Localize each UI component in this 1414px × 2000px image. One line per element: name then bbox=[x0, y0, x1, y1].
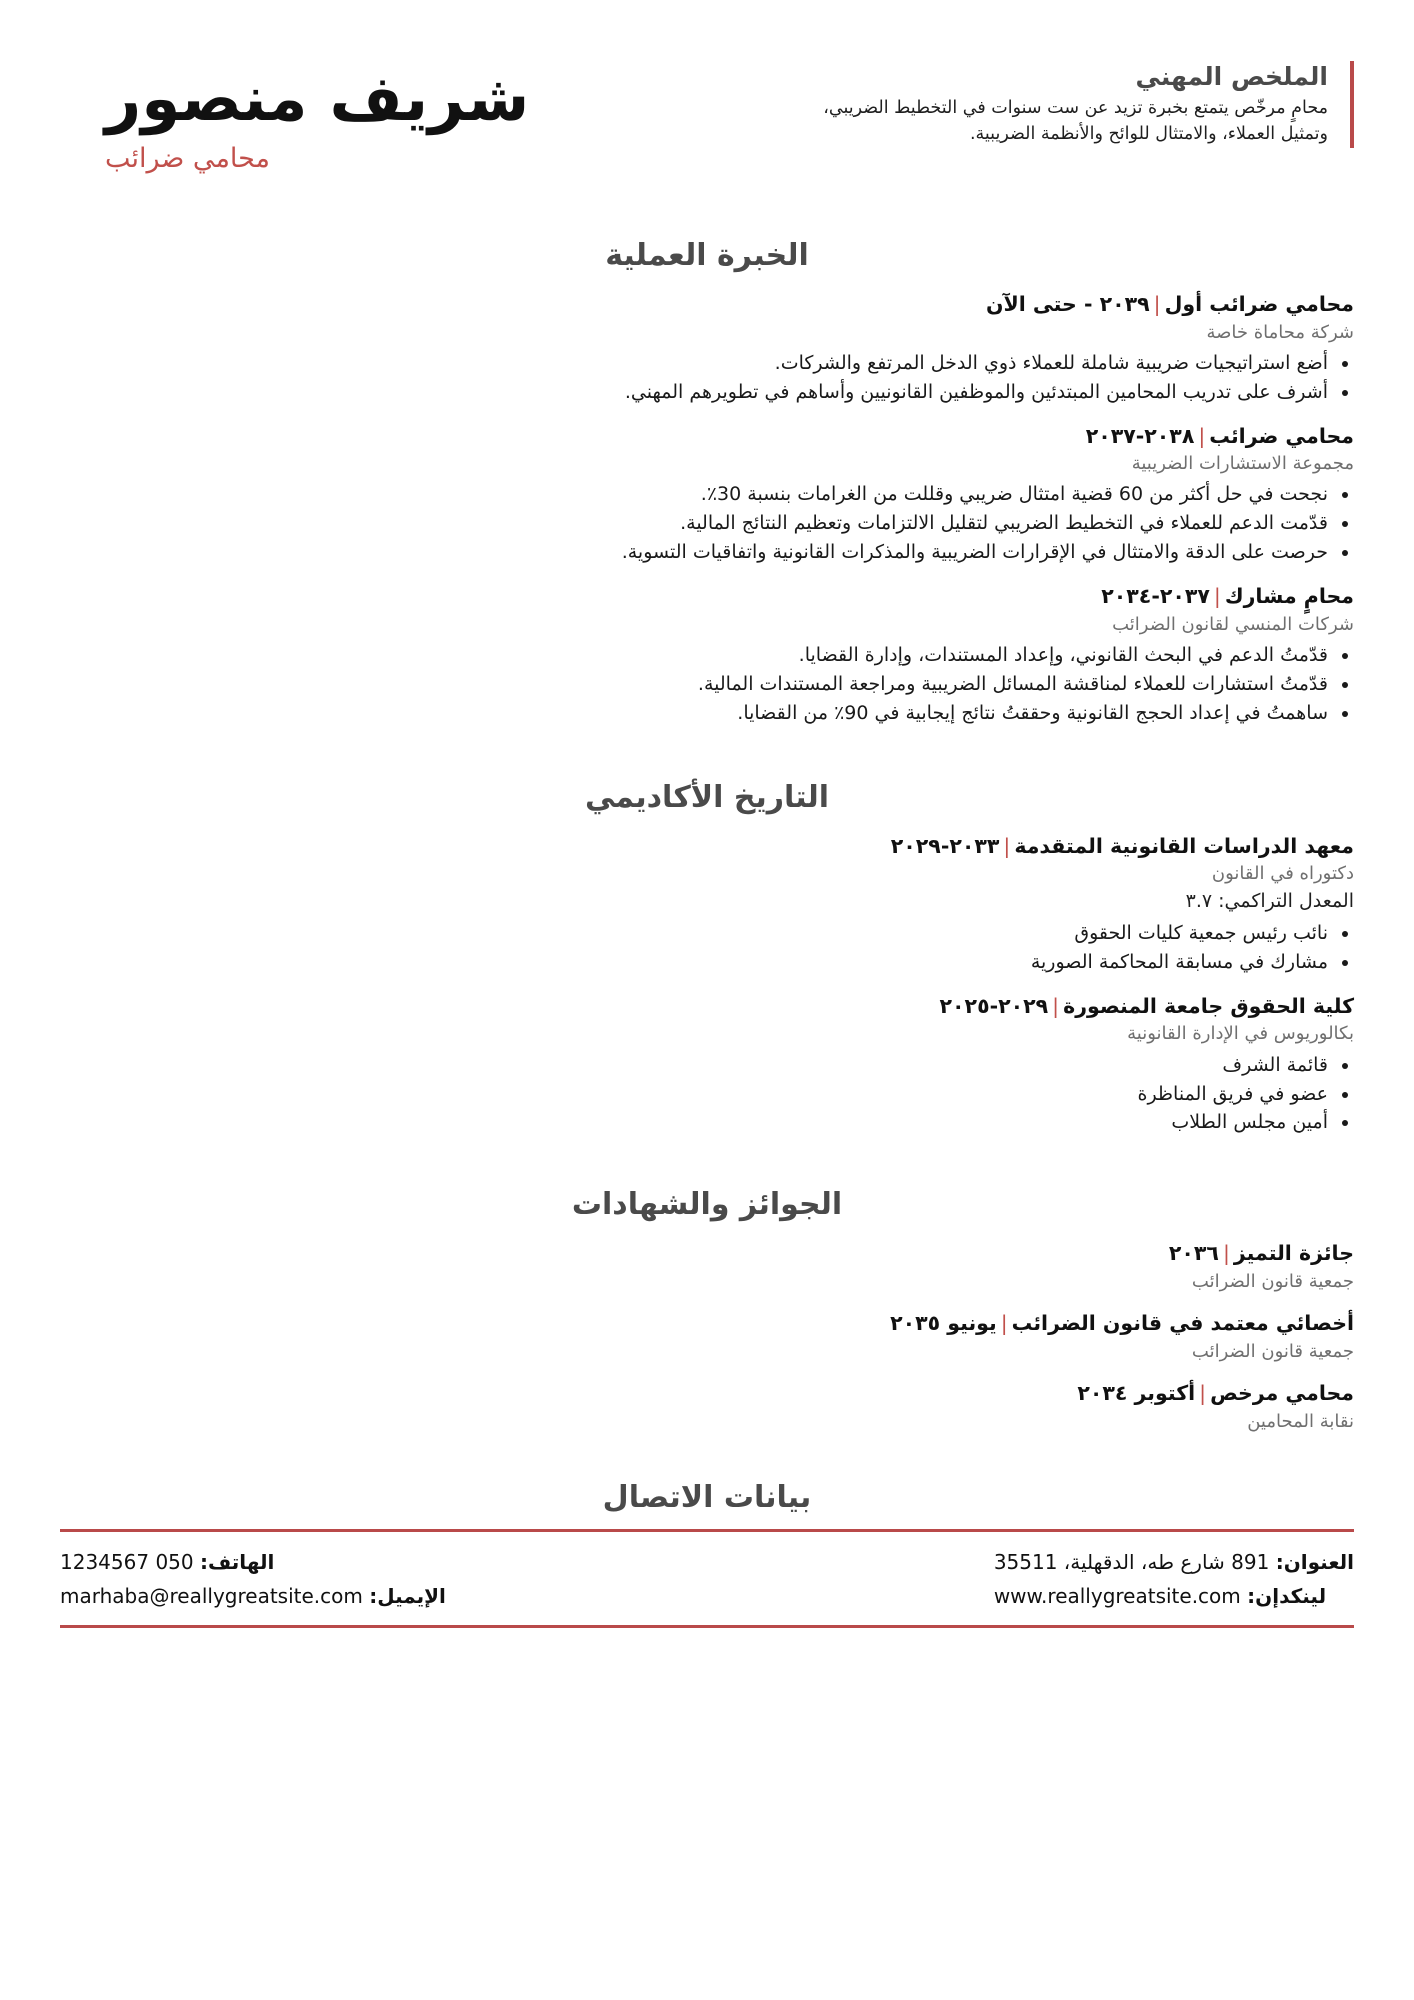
experience-entry bbox=[60, 583, 1354, 727]
contact-divider-bottom bbox=[60, 1625, 1354, 1628]
page-title: شريف منصور bbox=[105, 62, 530, 135]
entry-heading bbox=[118, 1380, 1354, 1408]
entry-degree: بكالوريوس في الإدارة القانونية bbox=[1127, 1023, 1354, 1045]
address-line bbox=[994, 1548, 1354, 1577]
address-label: العنوان: bbox=[1275, 1549, 1354, 1574]
entry-separator: | bbox=[1000, 1311, 1008, 1336]
entry-date: ٢٠٣٦ bbox=[1168, 1241, 1219, 1266]
entry-date: ٢٠٣٩ - حتى الآن bbox=[986, 292, 1150, 316]
list-item: أشرف على تدريب المحامين المبتدئين والموظفين القانونيين وأساهم في تطويرهم المهني. bbox=[118, 378, 1354, 407]
list-item: مشارك في مسابقة المحاكمة الصورية bbox=[118, 948, 1354, 977]
entry-bullets bbox=[118, 349, 1354, 407]
entry-bullets bbox=[118, 1051, 1354, 1138]
entry-gpa: المعدل التراكمي: ٣.٧ bbox=[1185, 890, 1354, 913]
section-education bbox=[0, 780, 1414, 1138]
section-experience bbox=[0, 238, 1414, 728]
entry-separator: | bbox=[1213, 584, 1221, 609]
award-issuer: نقابة المحامين bbox=[1247, 1410, 1354, 1432]
section-awards bbox=[0, 1187, 1414, 1434]
list-item: أضع استراتيجيات ضريبية شاملة للعملاء ذوي الدخل المرتفع والشركات. bbox=[118, 349, 1354, 378]
entry-date: ٢٠٣٧-٢٠٣٤ bbox=[1101, 584, 1210, 609]
section-title-experience: الخبرة العملية bbox=[605, 238, 809, 273]
entry-organization: شركة محاماة خاصة bbox=[1206, 321, 1354, 343]
entry-separator: | bbox=[1153, 292, 1161, 316]
summary-heading: الملخص المهني bbox=[1135, 62, 1328, 91]
list-item: نائب رئيس جمعية كليات الحقوق bbox=[118, 919, 1354, 948]
entry-date: يونيو ٢٠٣٥ bbox=[890, 1311, 997, 1336]
entry-separator: | bbox=[1198, 423, 1206, 448]
section-title-awards: الجوائز والشهادات bbox=[571, 1187, 843, 1223]
award-issuer: جمعية قانون الضرائب bbox=[1191, 1270, 1354, 1292]
entry-heading bbox=[118, 1240, 1354, 1268]
entry-school: معهد الدراسات القانونية المتقدمة bbox=[1014, 833, 1354, 858]
list-item: نجحت في حل أكثر من 60 قضية امتثال ضريبي وقللت من الغرامات بنسبة 30٪. bbox=[118, 480, 1354, 509]
section-title-contact: بيانات الاتصال bbox=[602, 1479, 812, 1515]
linkedin-value[interactable]: www.reallygreatsite.com bbox=[993, 1583, 1241, 1608]
professional-summary bbox=[772, 61, 1354, 148]
address-value: 891 شارع طه، الدقهلية، 35511 bbox=[993, 1549, 1270, 1574]
linkedin-line bbox=[994, 1582, 1326, 1611]
entry-heading bbox=[118, 583, 1354, 611]
section-contact bbox=[0, 1480, 1414, 1628]
list-item: أمين مجلس الطلاب bbox=[118, 1108, 1354, 1137]
award-issuer: جمعية قانون الضرائب bbox=[1191, 1340, 1354, 1362]
section-title-education: التاريخ الأكاديمي bbox=[584, 779, 830, 815]
entry-date: ٢٠٢٩-٢٠٢٥ bbox=[939, 993, 1049, 1018]
email-line bbox=[60, 1582, 446, 1611]
entry-bullets bbox=[118, 480, 1354, 567]
entry-separator: | bbox=[1052, 993, 1060, 1018]
entry-bullets bbox=[118, 919, 1354, 977]
entry-degree: دكتوراه في القانون bbox=[1211, 863, 1354, 885]
summary-text: محامٍ مرخّص يتمتع بخبرة تزيد عن ست سنوات في التخطيط الضريبي، وتمثيل العملاء، والامتثال للوائح والأنظمة الضريبية. bbox=[823, 98, 1328, 145]
entry-heading bbox=[118, 423, 1354, 451]
list-item: حرصت على الدقة والامتثال في الإقرارات الضريبية والمذكرات القانونية واتفاقيات التسوية. bbox=[118, 538, 1354, 567]
award-entry bbox=[60, 1240, 1354, 1294]
entry-date: ٢٠٣٨-٢٠٣٧ bbox=[1085, 423, 1195, 448]
entry-separator: | bbox=[1222, 1241, 1230, 1266]
phone-line bbox=[60, 1548, 274, 1577]
entry-organization: شركات المنسي لقانون الضرائب bbox=[1112, 613, 1354, 635]
resume-header bbox=[0, 0, 1414, 200]
list-item: قائمة الشرف bbox=[118, 1051, 1354, 1080]
entry-role: محامي ضرائب أول bbox=[1164, 292, 1354, 316]
entry-school: كلية الحقوق جامعة المنصورة bbox=[1063, 993, 1354, 1018]
entry-bullets bbox=[118, 641, 1354, 728]
list-item: قدّمتُ الدعم في البحث القانوني، وإعداد المستندات، وإدارة القضايا. bbox=[118, 641, 1354, 670]
phone-value[interactable]: 050 1234567 bbox=[60, 1549, 194, 1574]
contact-column-address bbox=[994, 1548, 1354, 1611]
contact-column-phone-email bbox=[60, 1548, 446, 1611]
list-item: قدّمت الدعم للعملاء في التخطيط الضريبي لتقليل الالتزامات وتعظيم النتائج المالية. bbox=[118, 509, 1354, 538]
education-entry bbox=[60, 833, 1354, 977]
entry-heading bbox=[118, 291, 1354, 319]
name-block bbox=[60, 55, 772, 175]
list-item: عضو في فريق المناظرة bbox=[118, 1080, 1354, 1109]
entry-date: ٢٠٣٣-٢٠٢٩ bbox=[890, 833, 1000, 858]
linkedin-label: لينكدإن: bbox=[1247, 1583, 1327, 1608]
entry-heading bbox=[118, 1310, 1354, 1338]
list-item: قدّمتُ استشارات للعملاء لمناقشة المسائل الضريبية ومراجعة المستندات المالية. bbox=[118, 670, 1354, 699]
entry-separator: | bbox=[1199, 1380, 1207, 1405]
experience-entry bbox=[60, 291, 1354, 407]
entry-role: محامي ضرائب bbox=[1209, 423, 1354, 448]
email-label: الإيميل: bbox=[369, 1583, 446, 1608]
award-name: أخصائي معتمد في قانون الضرائب bbox=[1011, 1311, 1354, 1336]
award-name: جائزة التميز bbox=[1233, 1241, 1354, 1266]
entry-heading bbox=[118, 833, 1354, 861]
entry-separator: | bbox=[1003, 833, 1011, 858]
award-name: محامي مرخص bbox=[1210, 1380, 1354, 1405]
award-entry bbox=[60, 1380, 1354, 1434]
list-item: ساهمتُ في إعداد الحجج القانونية وحققتُ نتائج إيجابية في 90٪ من القضايا. bbox=[118, 699, 1354, 728]
phone-label: الهاتف: bbox=[199, 1549, 275, 1574]
award-entry bbox=[60, 1310, 1354, 1364]
email-value[interactable]: marhaba@reallygreatsite.com bbox=[60, 1583, 363, 1608]
job-title: محامي ضرائب bbox=[105, 143, 271, 175]
education-entry bbox=[60, 993, 1354, 1137]
entry-organization: مجموعة الاستشارات الضريبية bbox=[1131, 453, 1354, 475]
contact-grid bbox=[60, 1532, 1354, 1611]
entry-heading bbox=[118, 993, 1354, 1021]
experience-entry bbox=[60, 423, 1354, 567]
entry-date: أكتوبر ٢٠٣٤ bbox=[1077, 1380, 1196, 1405]
entry-role: محامٍ مشارك bbox=[1224, 584, 1354, 609]
